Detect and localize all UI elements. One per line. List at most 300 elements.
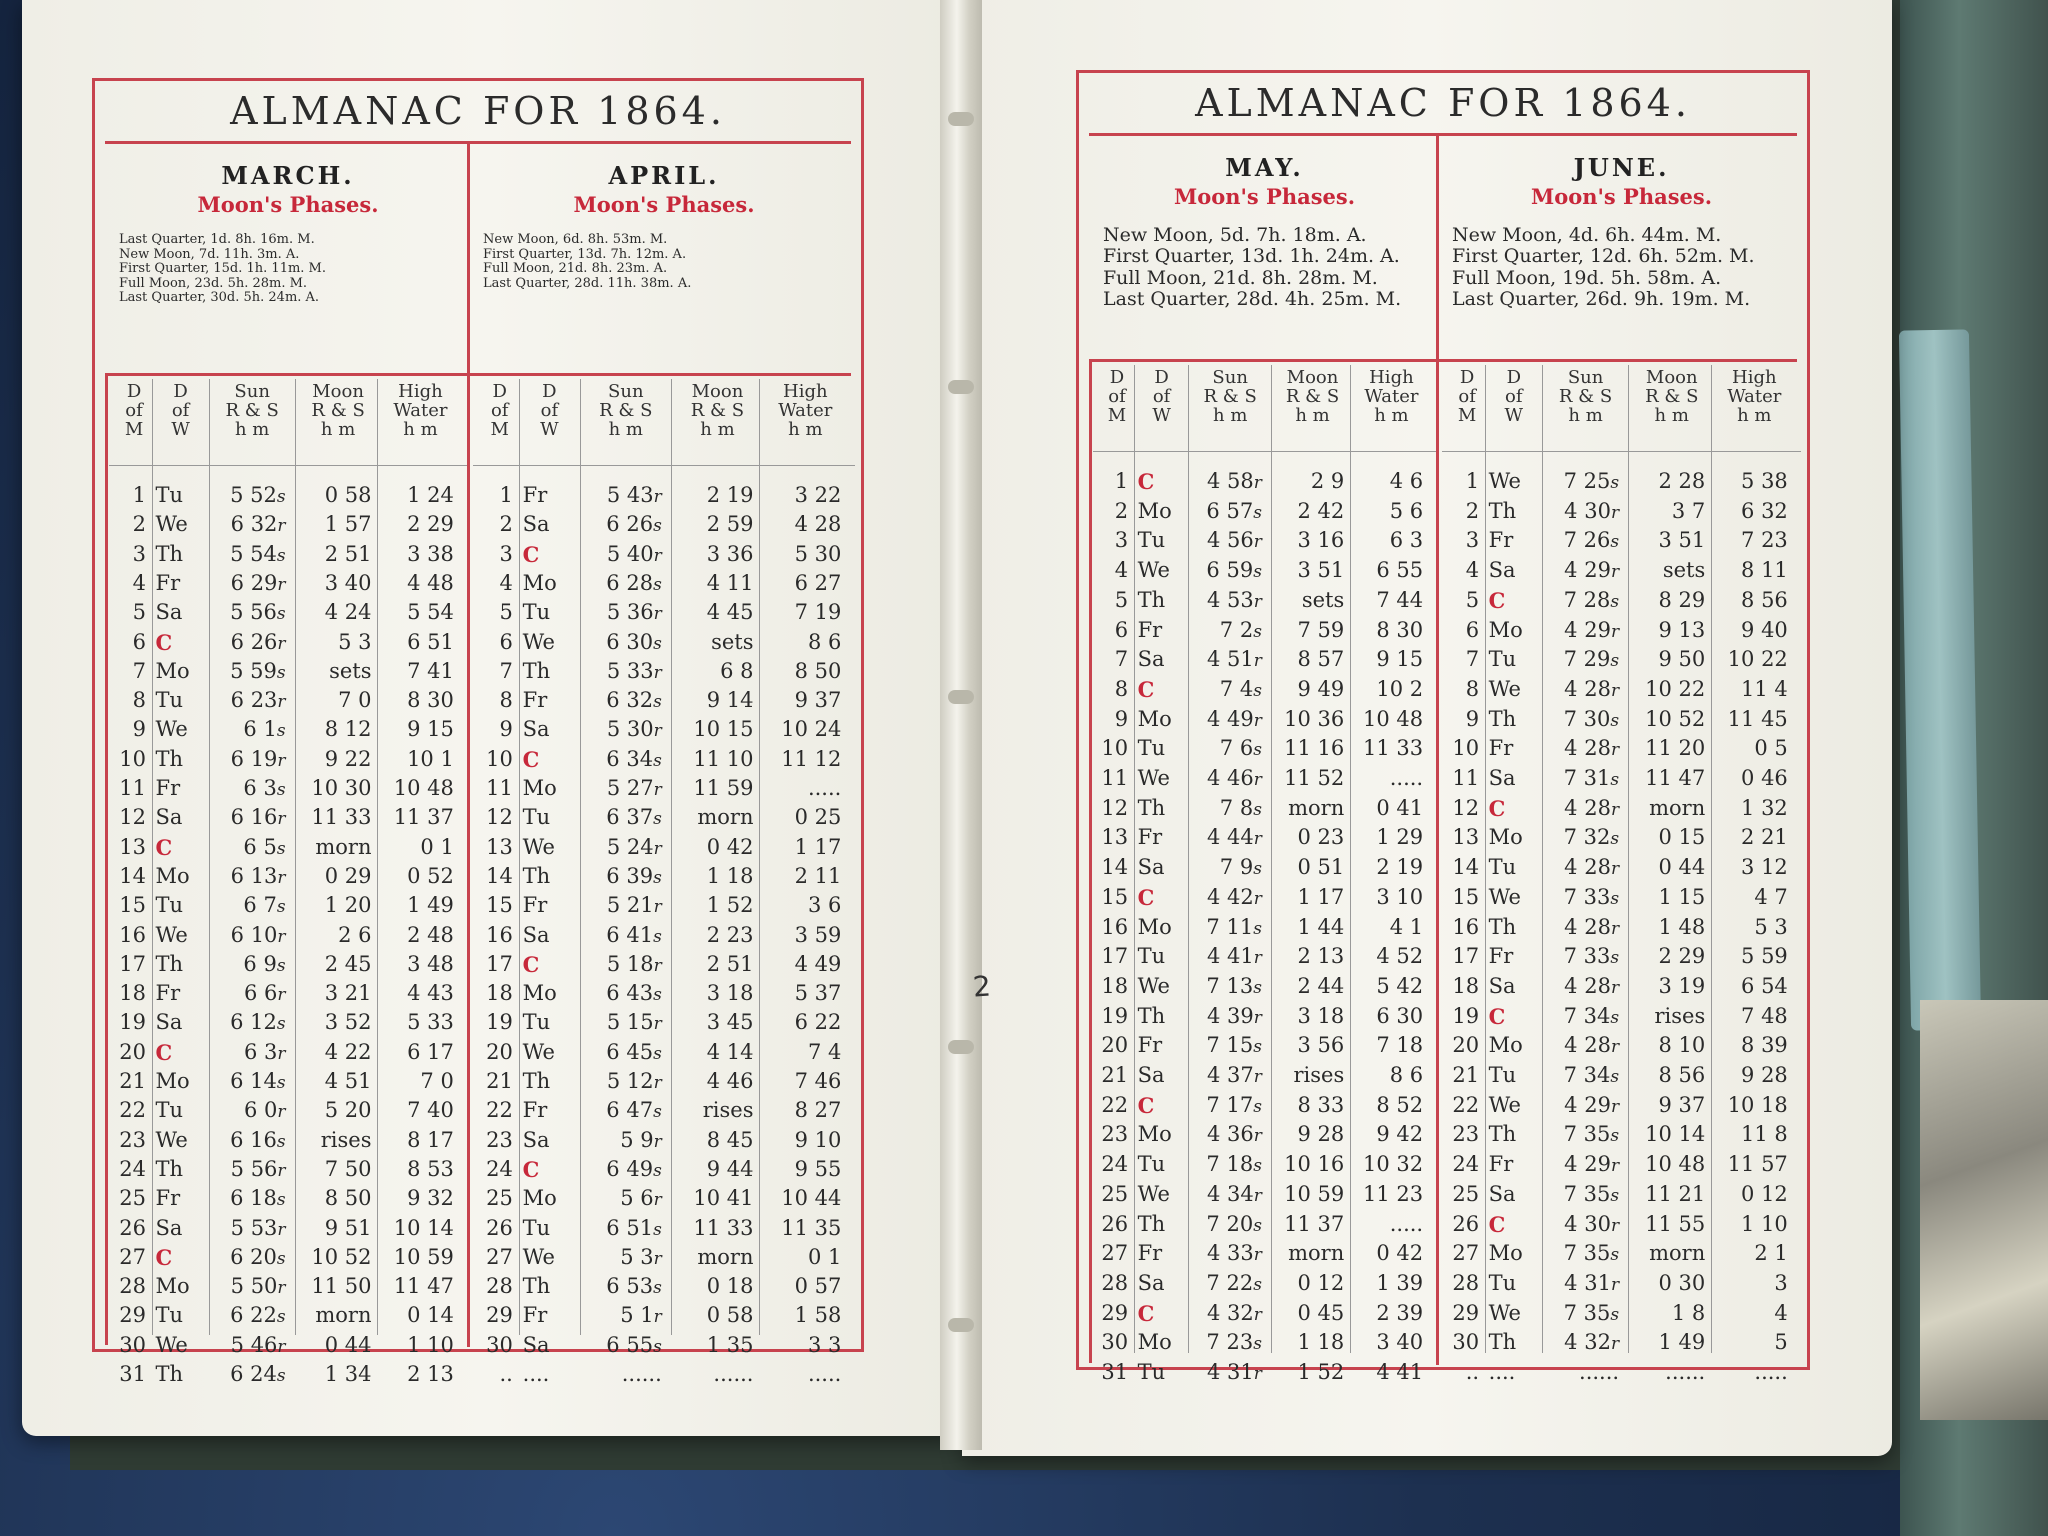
row-moon-cell: 3 51 bbox=[1658, 528, 1706, 553]
row-d-of-w-cell: .... bbox=[1488, 1360, 1516, 1384]
rise-set-flag: r bbox=[277, 1043, 286, 1064]
row-d-of-m-cell: 20 bbox=[1101, 1033, 1129, 1058]
rise-set-flag: s bbox=[1610, 888, 1620, 909]
rise-set-flag: s bbox=[1253, 1096, 1262, 1117]
row-d-of-w-cell: Fr bbox=[522, 688, 548, 713]
table-row bbox=[1093, 1093, 1436, 1122]
row-moon-cell: 9 44 bbox=[706, 1156, 754, 1181]
rise-set-flag: s bbox=[276, 1190, 286, 1211]
row-moon-cell: rises bbox=[1293, 1063, 1345, 1087]
row-sun-cell: 6 34s bbox=[606, 746, 662, 771]
rise-set-flag: r bbox=[1253, 1126, 1262, 1147]
row-d-of-m-cell: 12 bbox=[1452, 795, 1480, 820]
almanac-frame-left bbox=[92, 78, 864, 1386]
row-d-of-m-cell: 1 bbox=[132, 483, 146, 507]
row-high-cell: 4 48 bbox=[407, 570, 454, 595]
column-header-line: D bbox=[1459, 367, 1475, 388]
moon-phase-entry: Last Quarter, 1d. 8h. 16m. M. bbox=[119, 232, 315, 247]
row-moon-cell: 2 59 bbox=[706, 512, 754, 537]
row-sun-cell: 6 43s bbox=[606, 981, 662, 1006]
moon-phase-entry: Full Moon, 21d. 8h. 28m. M. bbox=[1103, 266, 1378, 289]
moon-phase-list bbox=[483, 233, 851, 291]
row-high-cell: 10 18 bbox=[1727, 1092, 1788, 1117]
column-header-line: Sun bbox=[234, 381, 270, 402]
table-row bbox=[473, 864, 855, 893]
table-row bbox=[473, 1098, 855, 1127]
column-header-line: Water bbox=[1727, 385, 1782, 407]
header-underline bbox=[1442, 451, 1801, 452]
month-name: JUNE. bbox=[1573, 153, 1670, 182]
row-d-of-w-cell: We bbox=[1137, 766, 1170, 790]
row-moon-cell: 1 8 bbox=[1671, 1300, 1706, 1325]
column-header-line: h m bbox=[1654, 404, 1689, 426]
table-row bbox=[1442, 707, 1801, 736]
row-moon-cell: 2 13 bbox=[1297, 944, 1345, 969]
rise-set-flag: s bbox=[653, 985, 662, 1006]
row-high-cell: 9 15 bbox=[1376, 647, 1424, 672]
row-d-of-m-cell: 23 bbox=[1452, 1122, 1480, 1147]
column-header-d-of-m bbox=[1100, 369, 1134, 426]
table-row bbox=[1093, 1152, 1436, 1181]
row-moon-cell: 2 9 bbox=[1310, 469, 1345, 493]
column-header-line: Moon bbox=[1645, 367, 1698, 388]
row-moon-cell: 11 59 bbox=[693, 776, 754, 800]
row-sun-cell: 6 5s bbox=[243, 834, 286, 859]
moon-sunday-glyph: C bbox=[1137, 1092, 1155, 1118]
row-sun-cell: 6 45s bbox=[606, 1039, 662, 1064]
column-header-line: D bbox=[1506, 367, 1521, 388]
row-sun-cell: ...... bbox=[621, 1362, 662, 1386]
rise-set-flag: s bbox=[276, 545, 286, 566]
table-row bbox=[1093, 1241, 1436, 1270]
table-row bbox=[109, 542, 467, 571]
row-sun-cell: 4 34r bbox=[1207, 1181, 1262, 1206]
row-d-of-m-cell: 7 bbox=[132, 658, 146, 683]
title-rule bbox=[1089, 133, 1797, 136]
row-moon-cell: 0 44 bbox=[324, 1332, 372, 1357]
row-sun-cell: 5 43r bbox=[606, 483, 662, 507]
row-high-cell: 5 30 bbox=[794, 541, 842, 566]
row-d-of-m-cell: 16 bbox=[119, 922, 146, 947]
row-d-of-w-cell: Sa bbox=[1488, 973, 1516, 998]
column-header-line: W bbox=[171, 418, 190, 440]
column-header-line: h m bbox=[1295, 404, 1330, 426]
row-d-of-m-cell: 13 bbox=[1101, 825, 1129, 850]
table-row bbox=[1442, 1004, 1801, 1033]
table-row bbox=[473, 688, 855, 717]
row-moon-cell: 1 49 bbox=[1658, 1330, 1706, 1355]
row-d-of-m-cell: 20 bbox=[119, 1039, 146, 1064]
table-row bbox=[473, 1216, 855, 1245]
table-row bbox=[473, 1186, 855, 1215]
row-moon-cell: 10 59 bbox=[1284, 1181, 1345, 1206]
row-sun-cell: 7 35s bbox=[1563, 1122, 1620, 1147]
moon-phase-entry: Last Quarter, 26d. 9h. 19m. M. bbox=[1452, 287, 1751, 310]
row-high-cell: 4 1 bbox=[1389, 914, 1424, 939]
row-d-of-m-cell: 6 bbox=[1114, 617, 1129, 642]
rise-set-flag: s bbox=[1253, 799, 1262, 820]
row-sun-cell: 7 11s bbox=[1206, 914, 1262, 939]
row-high-cell: 2 48 bbox=[407, 922, 454, 947]
rise-set-flag: s bbox=[1253, 621, 1262, 642]
rise-set-flag: s bbox=[1610, 1126, 1620, 1147]
row-d-of-w-cell: Sa bbox=[522, 1332, 550, 1357]
row-d-of-m-cell: 25 bbox=[1101, 1181, 1129, 1206]
row-high-cell: 8 52 bbox=[1376, 1092, 1424, 1117]
row-moon-cell: 10 52 bbox=[1645, 706, 1706, 731]
row-d-of-m-cell: 29 bbox=[486, 1303, 513, 1328]
row-high-cell: 11 12 bbox=[781, 746, 842, 771]
rise-set-flag: s bbox=[1610, 1304, 1620, 1325]
row-high-cell: 9 32 bbox=[407, 1186, 454, 1211]
row-high-cell: 8 6 bbox=[807, 629, 842, 654]
row-sun-cell: 5 53r bbox=[230, 1215, 286, 1240]
almanac-title: ALMANAC FOR 1864. bbox=[230, 89, 726, 133]
rise-set-flag: r bbox=[277, 809, 286, 830]
table-row bbox=[1442, 974, 1801, 1003]
row-sun-cell: 7 15s bbox=[1206, 1033, 1262, 1058]
row-sun-cell: 6 53s bbox=[606, 1274, 662, 1299]
row-high-cell: 0 42 bbox=[1376, 1241, 1424, 1266]
row-d-of-w-cell: Th bbox=[1137, 1211, 1166, 1236]
table-row bbox=[1093, 707, 1436, 736]
row-sun-cell: 5 1r bbox=[620, 1303, 662, 1328]
row-d-of-w-cell: .... bbox=[522, 1362, 550, 1386]
row-d-of-w-cell: We bbox=[1488, 1300, 1521, 1325]
row-high-cell: 11 35 bbox=[781, 1215, 842, 1240]
row-moon-cell: 0 45 bbox=[1297, 1300, 1345, 1325]
column-header-line: High bbox=[1369, 367, 1414, 388]
row-high-cell: 5 38 bbox=[1741, 469, 1788, 493]
row-high-cell: 4 43 bbox=[407, 981, 454, 1006]
row-moon-cell: 11 16 bbox=[1284, 736, 1345, 761]
row-moon-cell: rises bbox=[702, 1098, 754, 1123]
table-row bbox=[1093, 647, 1436, 676]
table-row bbox=[109, 1362, 467, 1391]
table-row bbox=[473, 1245, 855, 1274]
table-row bbox=[1093, 1004, 1436, 1033]
row-d-of-w-cell: Th bbox=[1488, 498, 1517, 523]
row-high-cell: 5 59 bbox=[1741, 944, 1788, 969]
column-header-d-of-w bbox=[1138, 369, 1186, 426]
column-header-moon bbox=[1632, 369, 1711, 426]
moon-sunday-glyph: C bbox=[1137, 1300, 1155, 1326]
column-header-line: D bbox=[1109, 367, 1125, 388]
row-d-of-m-cell: 28 bbox=[1101, 1270, 1129, 1295]
row-moon-cell: 11 21 bbox=[1645, 1181, 1706, 1206]
row-d-of-m-cell: 13 bbox=[119, 834, 146, 859]
month-name: APRIL. bbox=[608, 161, 720, 190]
row-sun-cell: 6 16r bbox=[230, 805, 286, 830]
row-d-of-w-cell: Fr bbox=[522, 1098, 548, 1123]
rise-set-flag: s bbox=[1253, 859, 1262, 880]
row-high-cell: 7 23 bbox=[1741, 528, 1788, 553]
row-high-cell: 9 42 bbox=[1376, 1122, 1424, 1147]
row-moon-cell: 3 16 bbox=[1297, 528, 1345, 553]
rise-set-flag: r bbox=[1253, 888, 1262, 909]
table-row bbox=[1093, 1360, 1436, 1389]
row-d-of-m-cell: 16 bbox=[1101, 914, 1129, 939]
row-d-of-w-cell: We bbox=[522, 629, 555, 654]
row-sun-cell: 6 24s bbox=[230, 1362, 286, 1386]
rise-set-flag: s bbox=[276, 1073, 286, 1093]
rise-set-flag: r bbox=[653, 1190, 662, 1211]
row-high-cell: 6 32 bbox=[1741, 498, 1788, 523]
column-header-line: of bbox=[1152, 385, 1171, 407]
table-row bbox=[109, 571, 467, 600]
row-d-of-m-cell: 18 bbox=[1101, 973, 1129, 998]
table-row bbox=[109, 483, 467, 512]
column-header-line: of bbox=[1505, 385, 1523, 407]
row-moon-cell: 11 50 bbox=[311, 1274, 372, 1299]
rise-set-flag: r bbox=[653, 721, 662, 742]
table-row bbox=[1442, 528, 1801, 557]
row-sun-cell: 6 59s bbox=[1206, 558, 1262, 583]
rise-set-flag: r bbox=[653, 780, 662, 800]
rise-set-flag: s bbox=[653, 926, 662, 947]
row-d-of-m-cell: 3 bbox=[1114, 528, 1129, 553]
row-sun-cell: 6 16s bbox=[230, 1127, 286, 1152]
ribbon-tab bbox=[1899, 329, 1981, 1030]
row-moon-cell: sets bbox=[711, 629, 754, 654]
row-d-of-m-cell: 17 bbox=[1452, 944, 1480, 969]
row-moon-cell: 2 23 bbox=[706, 922, 754, 947]
table-row bbox=[1093, 1212, 1436, 1241]
table-row bbox=[1442, 499, 1801, 528]
rise-set-flag: s bbox=[653, 1102, 662, 1123]
row-sun-cell: 7 17s bbox=[1206, 1092, 1262, 1117]
rise-set-flag: s bbox=[1610, 532, 1620, 553]
row-moon-cell: 11 10 bbox=[693, 746, 754, 771]
column-header-line: M bbox=[490, 418, 509, 440]
row-moon-cell: 9 22 bbox=[324, 746, 372, 771]
rise-set-flag: r bbox=[277, 1336, 286, 1357]
row-sun-cell: 6 55s bbox=[606, 1332, 662, 1357]
moon-phase-entry: Full Moon, 21d. 8h. 23m. A. bbox=[483, 261, 668, 277]
row-d-of-m-cell: 13 bbox=[1452, 825, 1480, 850]
row-moon-cell: 3 45 bbox=[706, 1010, 754, 1035]
month-block-may bbox=[1093, 153, 1436, 209]
row-d-of-m-cell: .. bbox=[499, 1362, 513, 1386]
column-header-line: M bbox=[1457, 404, 1477, 426]
row-sun-cell: 7 28s bbox=[1563, 587, 1620, 612]
rise-set-flag: r bbox=[277, 926, 286, 947]
column-header-line: of bbox=[1108, 385, 1126, 407]
row-sun-cell: 7 35s bbox=[1563, 1300, 1620, 1325]
rise-set-flag: r bbox=[277, 1102, 286, 1123]
row-d-of-m-cell: 25 bbox=[119, 1186, 146, 1211]
table-row bbox=[1442, 1063, 1801, 1092]
row-high-cell: 10 14 bbox=[393, 1215, 454, 1240]
rise-set-flag: s bbox=[1253, 1334, 1262, 1355]
column-header-line: Moon bbox=[1286, 367, 1339, 388]
row-d-of-m-cell: 2 bbox=[499, 512, 513, 537]
row-moon-cell: 10 14 bbox=[1645, 1122, 1706, 1147]
row-moon-cell: 11 20 bbox=[1645, 736, 1706, 761]
table-row bbox=[1442, 885, 1801, 914]
row-high-cell: 5 3 bbox=[1754, 914, 1788, 939]
row-moon-cell: 1 15 bbox=[1658, 884, 1706, 909]
table-row bbox=[109, 1040, 467, 1069]
row-moon-cell: 2 6 bbox=[338, 922, 372, 947]
rise-set-flag: r bbox=[1253, 473, 1262, 493]
row-d-of-m-cell: 19 bbox=[119, 1010, 146, 1035]
row-high-cell: 8 30 bbox=[1376, 617, 1424, 642]
row-d-of-m-cell: 8 bbox=[499, 688, 513, 713]
row-d-of-w-cell: Mo bbox=[1488, 617, 1523, 642]
row-moon-cell: sets bbox=[1662, 558, 1706, 583]
row-high-cell: 3 40 bbox=[1376, 1330, 1424, 1355]
row-high-cell: 11 23 bbox=[1363, 1181, 1424, 1206]
row-moon-cell: 9 13 bbox=[1658, 617, 1706, 642]
row-high-cell: 5 bbox=[1774, 1330, 1788, 1355]
row-sun-cell: 6 0r bbox=[244, 1098, 286, 1123]
row-high-cell: 9 15 bbox=[407, 717, 454, 742]
row-d-of-w-cell: Fr bbox=[1488, 528, 1514, 553]
row-high-cell: 10 48 bbox=[393, 776, 454, 800]
book-gutter bbox=[940, 0, 982, 1450]
table-row bbox=[1093, 1301, 1436, 1330]
row-d-of-m-cell: 29 bbox=[1452, 1300, 1480, 1325]
row-moon-cell: 3 7 bbox=[1671, 498, 1706, 523]
row-moon-cell: 8 12 bbox=[324, 717, 372, 742]
row-moon-cell: 4 45 bbox=[706, 600, 754, 625]
row-sun-cell: 4 32r bbox=[1564, 1330, 1620, 1355]
row-sun-cell: 6 13r bbox=[230, 863, 286, 888]
table-row bbox=[109, 717, 467, 746]
row-d-of-w-cell: Mo bbox=[522, 776, 557, 800]
row-d-of-m-cell: 12 bbox=[119, 805, 146, 830]
rise-set-flag: s bbox=[1610, 651, 1620, 672]
table-row bbox=[1442, 618, 1801, 647]
row-sun-cell: 6 28s bbox=[606, 570, 662, 595]
rise-set-flag: r bbox=[1610, 680, 1620, 701]
rise-set-flag: s bbox=[1253, 1215, 1262, 1236]
row-moon-cell: 9 14 bbox=[706, 688, 754, 713]
row-moon-cell: 7 59 bbox=[1297, 617, 1345, 642]
column-header-line: of bbox=[171, 399, 190, 421]
rise-set-flag: r bbox=[1253, 532, 1262, 553]
row-d-of-w-cell: We bbox=[1488, 1092, 1521, 1117]
row-d-of-w-cell: Fr bbox=[155, 570, 181, 595]
row-sun-cell: 4 33r bbox=[1207, 1241, 1262, 1266]
row-d-of-m-cell: 11 bbox=[1101, 766, 1129, 790]
row-moon-cell: 1 18 bbox=[1297, 1330, 1345, 1355]
row-moon-cell: 11 33 bbox=[311, 805, 372, 830]
row-d-of-m-cell: 3 bbox=[499, 541, 513, 566]
moon-phase-entry: First Quarter, 12d. 6h. 52m. M. bbox=[1452, 245, 1755, 268]
rise-set-flag: r bbox=[1253, 1007, 1262, 1028]
column-header-d-of-m bbox=[116, 383, 152, 440]
row-moon-cell: 3 40 bbox=[324, 570, 372, 595]
table-row bbox=[473, 571, 855, 600]
row-d-of-w-cell: Sa bbox=[1137, 1063, 1165, 1087]
row-high-cell: 0 57 bbox=[794, 1274, 842, 1299]
row-d-of-m-cell: 5 bbox=[132, 600, 146, 625]
row-d-of-m-cell: 11 bbox=[1452, 766, 1480, 790]
table-row bbox=[109, 1303, 467, 1332]
table-row bbox=[473, 747, 855, 776]
row-sun-cell: 5 18r bbox=[606, 951, 662, 976]
row-d-of-w-cell: Mo bbox=[522, 570, 557, 595]
rise-set-flag: r bbox=[1610, 562, 1620, 583]
row-d-of-m-cell: 9 bbox=[499, 717, 513, 742]
row-sun-cell: 6 30s bbox=[606, 629, 662, 654]
row-high-cell: 1 17 bbox=[794, 834, 842, 859]
row-high-cell: 9 28 bbox=[1741, 1063, 1788, 1087]
row-high-cell: ..... bbox=[1389, 1211, 1424, 1236]
row-moon-cell: 2 45 bbox=[324, 951, 372, 976]
row-sun-cell: 7 25s bbox=[1563, 469, 1620, 493]
row-d-of-m-cell: 9 bbox=[132, 717, 146, 742]
binding-stitch bbox=[948, 380, 974, 394]
rise-set-flag: s bbox=[653, 1219, 662, 1240]
table-row bbox=[1093, 1033, 1436, 1062]
table-row bbox=[473, 542, 855, 571]
table-row bbox=[109, 1098, 467, 1127]
column-header-sun bbox=[213, 383, 292, 440]
row-sun-cell: 5 27r bbox=[606, 776, 662, 800]
moon-sunday-glyph: C bbox=[1488, 795, 1506, 821]
row-sun-cell: 5 40r bbox=[606, 541, 662, 566]
table-row bbox=[109, 512, 467, 541]
row-sun-cell: 6 20s bbox=[230, 1244, 286, 1269]
row-d-of-m-cell: 5 bbox=[499, 600, 513, 625]
row-moon-cell: 11 55 bbox=[1645, 1211, 1706, 1236]
rise-set-flag: s bbox=[1253, 1156, 1262, 1177]
row-sun-cell: 4 46r bbox=[1207, 766, 1262, 790]
moon-phase-entry: First Quarter, 13d. 7h. 12m. A. bbox=[483, 246, 687, 262]
row-d-of-w-cell: Tu bbox=[155, 1303, 184, 1328]
row-moon-cell: morn bbox=[315, 834, 372, 859]
row-d-of-w-cell: Th bbox=[1488, 1330, 1517, 1355]
rise-set-flag: r bbox=[1610, 1096, 1620, 1117]
column-header-line: R & S bbox=[1203, 385, 1257, 407]
table-row bbox=[109, 1128, 467, 1157]
row-d-of-m-cell: 18 bbox=[1452, 973, 1480, 998]
row-sun-cell: 6 23r bbox=[230, 688, 286, 713]
row-high-cell: 3 12 bbox=[1741, 855, 1788, 880]
column-header-line: Water bbox=[1364, 385, 1419, 407]
row-d-of-m-cell: 6 bbox=[1465, 617, 1480, 642]
row-d-of-m-cell: 11 bbox=[119, 776, 146, 800]
row-moon-cell: 9 50 bbox=[1658, 647, 1706, 672]
table-row bbox=[109, 864, 467, 893]
header-underline bbox=[473, 465, 855, 466]
row-moon-cell: 3 56 bbox=[1297, 1033, 1345, 1058]
rise-set-flag: r bbox=[1253, 591, 1262, 612]
row-d-of-w-cell: Th bbox=[522, 1274, 551, 1299]
row-high-cell: 0 52 bbox=[407, 863, 454, 888]
row-sun-cell: 5 30r bbox=[606, 717, 662, 742]
row-d-of-w-cell: Mo bbox=[522, 981, 557, 1006]
row-d-of-w-cell: Th bbox=[155, 746, 184, 771]
row-d-of-m-cell: 4 bbox=[132, 570, 146, 595]
row-d-of-w-cell: Th bbox=[1488, 1122, 1517, 1147]
table-row bbox=[1093, 528, 1436, 557]
table-row bbox=[109, 1216, 467, 1245]
column-header-sun bbox=[1546, 369, 1625, 426]
row-moon-cell: 10 30 bbox=[311, 776, 372, 800]
row-d-of-m-cell: 25 bbox=[1452, 1181, 1480, 1206]
row-moon-cell: 4 22 bbox=[324, 1039, 372, 1064]
row-sun-cell: 7 4s bbox=[1219, 676, 1262, 701]
row-sun-cell: 7 20s bbox=[1206, 1211, 1262, 1236]
moon-sunday-glyph: C bbox=[155, 629, 173, 655]
row-d-of-m-cell: 14 bbox=[1452, 855, 1480, 880]
table-row bbox=[1442, 469, 1801, 498]
row-moon-cell: 9 51 bbox=[324, 1215, 372, 1240]
